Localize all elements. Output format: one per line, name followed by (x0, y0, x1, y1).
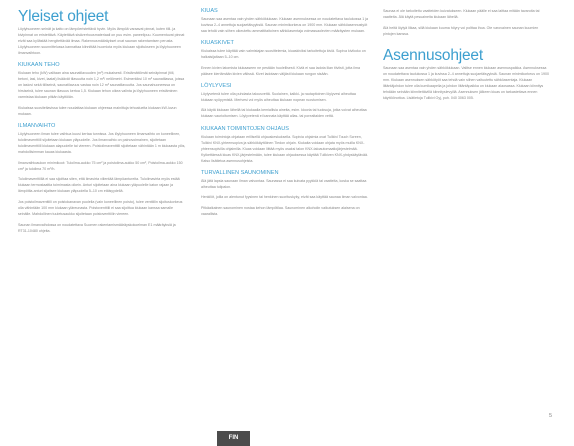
column-middle (201, 8, 369, 221)
section-heading-heater: KIUAS (201, 8, 218, 14)
language-tab: FIN (217, 431, 250, 446)
section-heading-ventilation: ILMANVAIHTO (18, 123, 56, 130)
section-heading-power: KIUKAAN TEHO (18, 62, 60, 69)
ventilation-paragraph-5: Saunan ilmanvaihdossa on noudatettava Suomen rakentamismääräyskokoelman E1 määräyksiä ja RT31-10480 ohjeita. (18, 222, 176, 233)
control-paragraph: Kiukaan toimintoja ohjataan erillisellä ohjauskeskuksella. Sopivia ohjaimia ovat Tulikivi Touch Screen, Tulikivi KNX-yhteensopiva ja sähkökäyttöinen Tiedon ohjain. Kiukaita voidaan ohjata myös muilla KNX-yhteensopivilla ohjaimilla. Kiuas voidaan liittää myös osaksi talon KNX-taloautomaatiojärjestelmää. Kytkettäessä kiuas KNX-järjestelmään, tulee kiukaan ohjauksessa käyttää Tulikiven KNX-yhdyskäytävää. Katso lisätietoa asennusohjeista. (201, 134, 368, 163)
power-paragraph-2: Kiukaissa suositeltavissa tulee noudattaa kiukaan ohjeessa mainittuja tehoalueita kiukaan kW-luvun mukaan. (18, 105, 177, 117)
page-number: 5 (549, 413, 553, 419)
water-paragraph-2: Älä käytä kiukaan lähellä tai kiukaalla kemiallisia aineita, esim. klooria tai tuoksuja, jotka voivat aiheuttaa kiukaan vaurioitumisen. Löylyvetenä ei kannata käyttää allas- tai porealtaiden vettä. (201, 108, 367, 119)
installation-paragraph: Saunaan saa asentaa vain yhden sähkökiukaan. Valitse ennen kiukaan asennuspaikka. Asennuksessa on noudatettava taulukossa 1 ja kuvissa 2–4 annettuja suojaetäisyyksiä. Saunan minimikorkeus on 1900 mm. Kiukaan asennuksen sähkötyöt saa tehdä vain siihen valtuutettu sähköasentaja. Kiukaan liitäntäjohdon tulee olla kumikaapelia ja johdon liitäntäpaikka on kiukaan alaosassa. Kiukaan kiinnitys tehdään seinään kiinnitettävillä kiinnityslevyillä. Asennuksen jälkeen kiuas on tarkastettava ennen käyttöönottoa. Lisätietoja Tulikivi Oyj, puh. 040 3063 005. (383, 65, 550, 100)
usage-paragraph-2: Älä heitä löylyä liikaa, sillä kiukaan kuuma höyry voi polttaa ihoa. Ole varovainen saunan kuumien pintojen kanssa. (383, 25, 539, 36)
page-title: Yleiset ohjeet (18, 8, 109, 25)
safety-paragraph-1: Älä jätä lapsia saunaan ilman valvontaa. Saunassa ei saa kuivata pyykkiä tai vaatteita, koska se saattaa aiheuttaa tulipalon. (201, 178, 367, 189)
section-heading-water: LÖYLYVESI (201, 82, 232, 89)
section-heading-stones: KIUASKIVET (201, 40, 234, 47)
water-paragraph-1: Löylyvetenä tulee olla puhdasta talousvettä. Suolainen, kalkki- ja rautapitoinen löylyvesi aiheuttaa kiukaan syöpymistä. Merivesi voi myös aiheuttaa kiukaan nopean ruostumisen. (201, 91, 356, 102)
ventilation-paragraph-3: Tuloilmaventtiiliä ei saa sijoittaa siten, että ilmavirta viilentää lämpöantureita. Tuloilmavirta myös estää kiukaan termostaattia toimimasta oikein. Anturi sijoitetaan aina kiukaan yläpuolelle katon rajaan ja lämpötila-anturi sijaitsee kiukaan yläpuolella 5–10 cm etäisyydellä. (18, 177, 180, 194)
installation-title: Asennusohjeet (383, 46, 483, 64)
stones-paragraph-1: Kiukaissa tulee käyttää vain valmistajan suosittelemia, kiuaskiviksi tarkoitettuja kiviä. Sopiva kivikoko on halkaisijaltaan 5–10 cm. (201, 49, 366, 60)
column-right (383, 8, 551, 105)
power-paragraph: Kiukaan teho (kW) valitaan aina saunatilavuuden (m³) mukaisesti. Eristämättömät seinäpinnat (tiili, betoni, lasi, kivet, laatat) lisäävät tilavuutta noin 1,2 m³/ neliömetri. Esimerkiksi 10 m³ saunatilassa, joissa on lasiovi sekä tiiliseinä, saunatilavuus vastaa noin 12 m³ saunatilavuutta. Jos saunahuoneessa on hirsiseinä, tulee saunan tilavuus kertoa 1,5. Kiukaan tehon oikea valinta ja löylyhuoneen eristäminen varmistaa kiukaan pitkän käyttöiän. (18, 71, 185, 100)
ventilation-paragraph-2: Ilmanvaihtoaukon minimikoot: Tuloilma-aukko 75 cm² ja poistoilma-aukko 50 cm², Poistoilma-aukko 150 cm² ja tuloilma 70 m³/h. (18, 160, 183, 171)
ventilation-paragraph-4: Jos poistoilmaventtiili on poistokanavan puolella (vain koneellinen poisto), tulee venttiilin sijoituskorkeus olla vähintään 100 mm kiukaan yläreunasta. Poistoventtiili ei saa sijoittua kiukaan kanssa samalle seinälle. Mahdollinen tuuletusaukko sijoitetaan poistoventtiilin viereen. (18, 199, 183, 217)
ventilation-paragraph-1: Löylyhuoneen ilman tulee vaihtua kuusi kertaa tunnissa. Jos löylyhuoneen ilmanvaihto on koneellinen, tuloilmaventtiili sijoitetaan kiukaan yläpuolelle. Jos ilmanvaihto on painovoimainen, sijoitetaan tuloilmaventtiili kiukaan alapuolelle tai viereen. Poistoilmaventtiili sijoitetaan vähintään 1 m kiukaasta ylös, mahdollisimman kauas kiukaasta. (18, 132, 186, 155)
intro-paragraph: Löylyhuoneen seinät ja katto on lämpöeristettävä hyvin. Myös lämpöä varaavat pinnat, kuten tiili- ja kivipinnat on eristettävä. Käytettävä sisäverhousmateriaali on puu esim. paneelipuu. Kuumentuvat pinnat eivät saa kyllästää hengitettävää ilmaa. Rakennusmääräykset ovat saunan rakentamisen perusta. Löylyhuoneen suunnittelussa kannattaa kiinnittää huomiota myös kiukaan sijoitukseen ja löylyhuoneen ilmanvaihtoon. (18, 27, 185, 56)
stones-paragraph-2: Ennen kivien latomista kiukaaseen ne pestään huolellisesti. Kiviä ei saa ladota liian tiiviisti, jotta ilma pääsee kiertämään kivien välissä. Kivet ladotaan väljästi kiukaan rungon sisään. (201, 65, 361, 76)
safety-paragraph-3: Pitkäaikainen saunominen nostaa kehon lämpötilaa. Saunominen alkoholin vaikutuksen alaisena on vaarallista. (201, 205, 360, 216)
safety-paragraph-2: Henkilöt, joilla on alentunut fyysinen tai henkinen suorituskyky, eivät saa käyttää saunaa ilman valvontaa. (201, 195, 368, 200)
section-heading-safety: TURVALLINEN SAUNOMINEN (201, 169, 279, 176)
section-heading-control: KIUKAAN TOIMINTOJEN OHJAUS (201, 125, 289, 132)
heater-paragraph: Saunaan saa asentaa vain yhden sähkökiukaan. Kiukaan asennuksessa on noudatettava taulukossa 1 ja kuvissa 2–4 annettuja suojaetäisyyksiä. Saunan minimikorkeus on 1900 mm. Kiukaan sähköasennustyöt saa tehdä vain siihen oikeutettu ammattitaitoinen sähköasentaja voimassaolevien määräysten mukaan. (201, 17, 369, 34)
usage-paragraph-1: Saunaa ei ole tarkoitettu vaatteiden kuivatukseen. Kiukaan päälle ei saa laittaa mitään tavaroita tai vaatteita. Älä käytä pesuaineita kiukaan lähellä. (383, 9, 540, 20)
column-left (18, 8, 186, 238)
